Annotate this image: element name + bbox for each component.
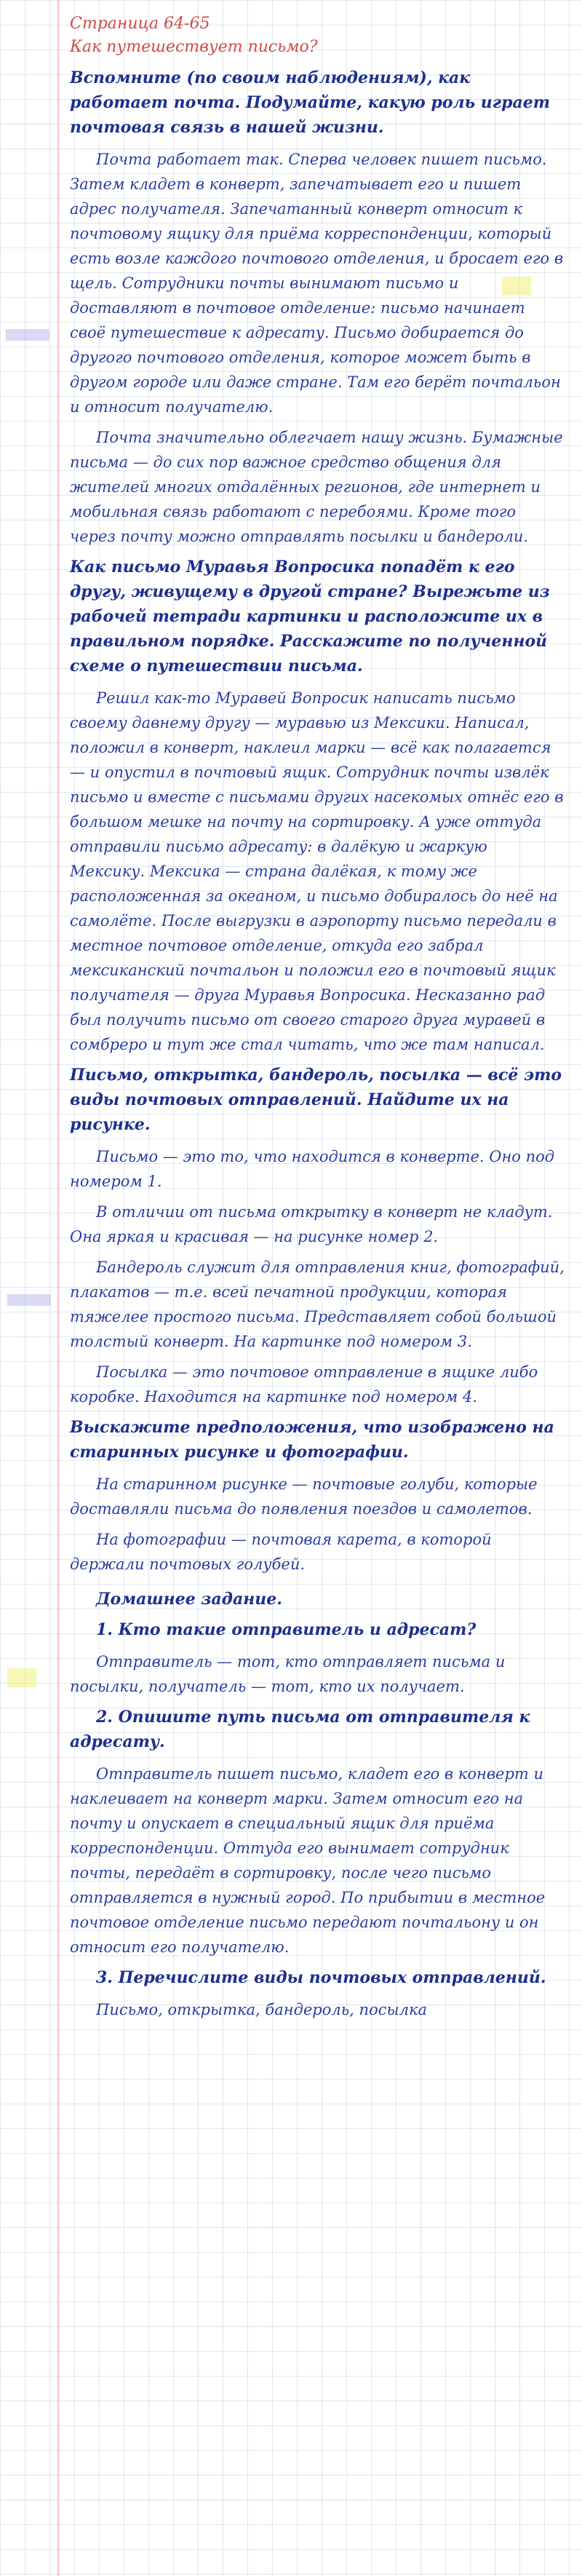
page-subtitle: Как путешествует письмо?: [70, 38, 318, 56]
answer-paragraph: Отправитель — тот, кто отправляет письма и посылки, получатель — тот, кто их получает.: [70, 1653, 506, 1695]
answer-paragraph: Письмо — это то, что находится в конверте. Оно под номером 1.: [70, 1148, 555, 1190]
watermark-mark: [6, 329, 49, 341]
homework-question: 3. Перечислите виды почтовых отправлений.: [96, 1968, 546, 1987]
homework-question: 1. Кто такие отправитель и адресат?: [96, 1620, 477, 1639]
answer-paragraph: На фотографии — почтовая карета, в которой держали почтовых голубей.: [70, 1531, 492, 1573]
answer-paragraph: Отправитель пишет письмо, кладет его в конверт и наклеивает на конверт марки. Затем относит его на почту и опускает в специальный ящик для приёма корреспонденции. Оттуда его вынимает сотрудник почты, передаёт в сортировку, после чего письмо отправляется в нужный город. По прибытии в местное почтовое отделение письмо передают почтальону и он относит его получателю.: [70, 1765, 546, 1956]
highlight-mark: [7, 1668, 36, 1687]
question-paragraph: Письмо, открытка, бандероль, посылка — всё это виды почтовых отправлений. Найдите их на рисунке.: [70, 1066, 562, 1134]
answer-paragraph: Посылка — это почтовое отправление в ящике либо коробке. Находится на картинке под номером 4.: [70, 1363, 538, 1406]
page-title: Страница 64-65: [70, 15, 210, 33]
homework-question: 2. Опишите путь письма от отправителя к адресату.: [70, 1708, 530, 1751]
answer-paragraph: Почта значительно облегчает нашу жизнь. Бумажные письма — до сих пор важное средство общения для жителей многих отдалённых регионов, где интернет и мобильная связь работают с перебоями. Кроме того через почту можно отправлять посылки и бандероли.: [70, 429, 563, 545]
homework-heading: Домашнее задание.: [96, 1590, 282, 1609]
question-paragraph: Выскажите предположения, что изображено на старинных рисунке и фотографии.: [70, 1418, 554, 1462]
answer-paragraph: Почта работает так. Сперва человек пишет письмо. Затем кладет в конверт, запечатывает его и пишет адрес получателя. Запечатанный конверт относит к почтовому ящику для приёма корреспонденции, который есть возле каждого почтового отделения, и бросает его в щель. Сотрудники почты вынимают письмо и доставляют в почтовое отделение: письмо начинает своё путешествие к адресату. Письмо добирается до другого почтового отделения, которое может быть в другом городе или даже стране. Там его берёт почтальон и относит получателю.: [70, 151, 564, 416]
question-paragraph: Как письмо Муравья Вопросика попадёт к его другу, живущему в другой стране? Вырежьте из рабочей тетради картинки и расположите их в правильном порядке. Расскажите по полученной схеме о путешествии письма.: [70, 558, 550, 675]
answer-paragraph: Решил как-то Муравей Вопросик написать письмо своему давнему другу — муравью из Мексики. Написал, положил в конверт, наклеил марки — всё как полагается — и опустил в почтовый ящик. Сотрудник почты извлёк письмо и вместе с письмами других насекомых отнёс его в большом мешке на почту на сортировку. А уже оттуда отправили письмо адресату: в далёкую и жаркую Мексику. Мексика — страна далёкая, к тому же расположенная за океаном, и письмо добиралось до неё на самолёте. После выгрузки в аэропорту письмо передали в местное почтовое отделение, откуда его забрал мексиканский почтальон и положил его в почтовый ящик получателя — друга Муравья Вопросика. Несказанно рад был получить письмо от своего старого друга муравей в сомбреро и тут же стал читать, что же там написал.: [70, 689, 564, 1053]
question-paragraph: Вспомните (по своим наблюдениям), как работает почта. Подумайте, какую роль играет почтовая связь в нашей жизни.: [70, 68, 551, 137]
answer-paragraph: Письмо, открытка, бандероль, посылка: [96, 2001, 428, 2018]
answer-paragraph: На старинном рисунке — почтовые голуби, которые доставляли письма до появления поездов и самолетов.: [70, 1475, 538, 1518]
watermark-mark: [7, 1294, 51, 1306]
highlight-mark: [502, 277, 531, 296]
answer-paragraph: В отличии от письма открытку в конверт не кладут. Она яркая и красивая — на рисунке номер 2.: [70, 1203, 553, 1245]
answer-paragraph: Бандероль служит для отправления книг, фотографий, плакатов — т.е. всей печатной продукции, которая тяжелее простого письма. Представляет собой большой толстый конверт. На картинке под номером 3.: [70, 1259, 565, 1350]
